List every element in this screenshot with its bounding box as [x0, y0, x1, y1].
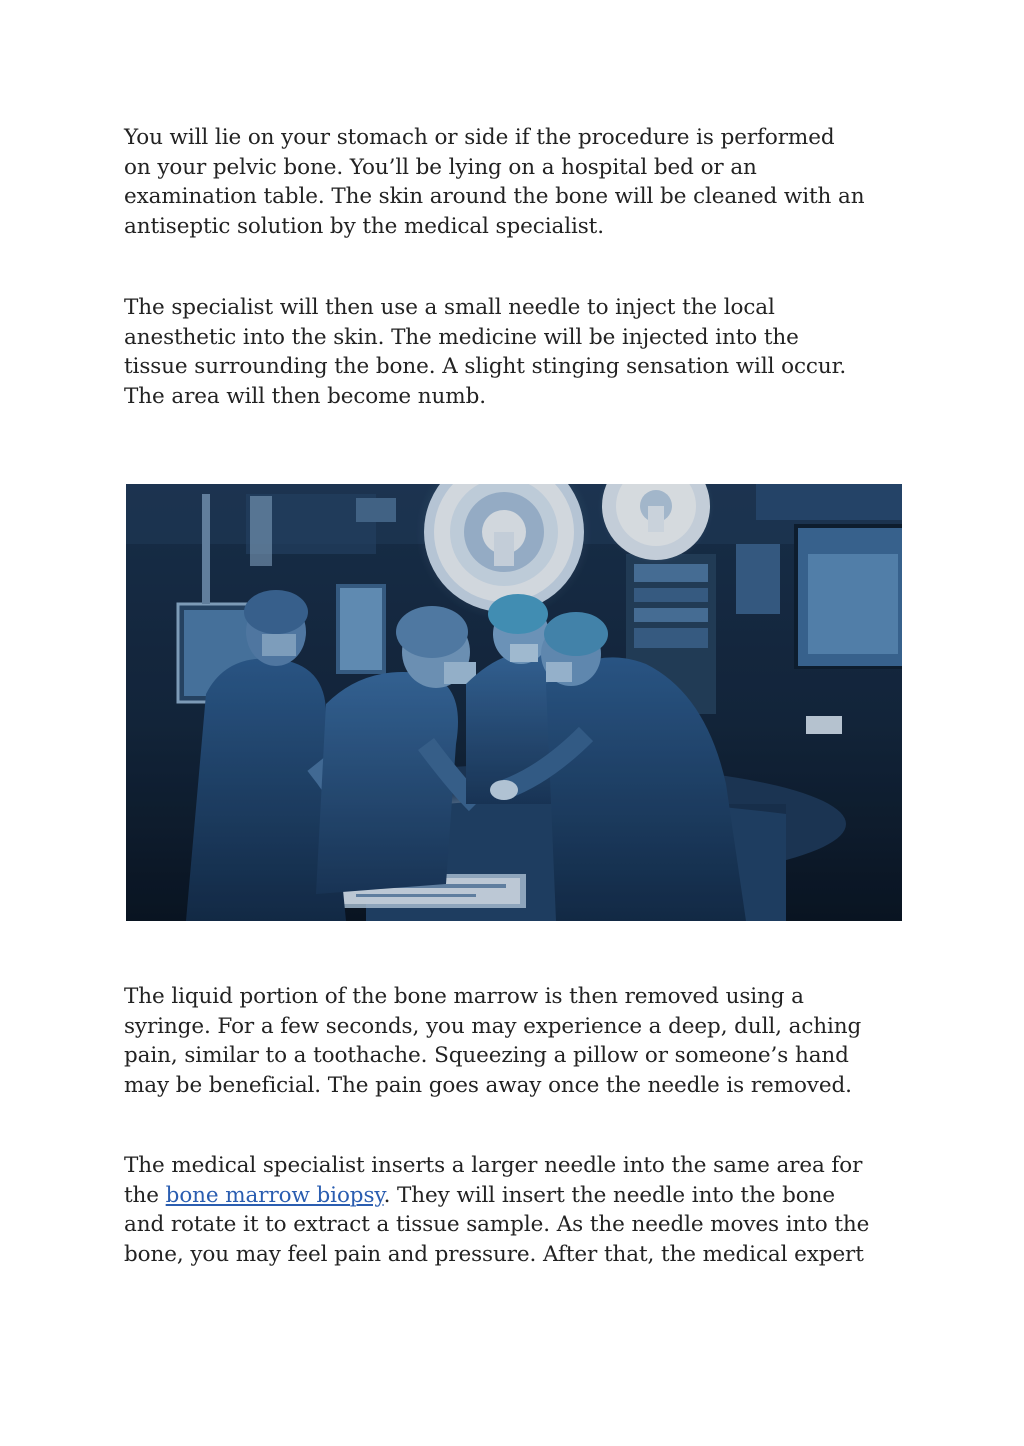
text-segment: the — [124, 1182, 166, 1208]
text-line: The medical specialist inserts a larger needle into the same area for — [124, 1153, 863, 1178]
operating-room-photo — [126, 484, 902, 921]
text-line: and rotate it to extract a tissue sample. As the needle moves into the — [124, 1212, 870, 1237]
text-line: syringe. For a few seconds, you may experience a deep, dull, aching — [124, 1013, 862, 1039]
paragraph-aspiration — [124, 982, 914, 1100]
text-line: antiseptic solution by the medical specialist. — [124, 213, 604, 239]
paragraph-anesthetic — [124, 293, 914, 411]
text-line: The specialist will then use a small needle to inject the local — [124, 295, 775, 320]
text-line: may be beneficial. The pain goes away once the needle is removed. — [124, 1072, 852, 1098]
paragraph-biopsy — [124, 1151, 914, 1269]
bone-marrow-biopsy-link[interactable]: bone marrow biopsy — [165, 1182, 384, 1208]
text-line: The area will then become numb. — [124, 383, 486, 409]
text-line: anesthetic into the skin. The medicine will be injected into the — [124, 324, 799, 350]
text-line: You will lie on your stomach or side if the procedure is performed — [124, 125, 835, 150]
text-line: bone, you may feel pain and pressure. After that, the medical expert — [124, 1241, 864, 1267]
paragraph-positioning — [124, 123, 914, 241]
text-segment: . They will insert the needle into the bone — [383, 1182, 835, 1208]
text-line: examination table. The skin around the bone will be cleaned with an — [124, 184, 865, 209]
text-line: The liquid portion of the bone marrow is then removed using a — [124, 984, 804, 1009]
text-line: pain, similar to a toothache. Squeezing a pillow or someone’s hand — [124, 1043, 849, 1068]
text-line-with-link — [124, 1181, 914, 1211]
text-line: tissue surrounding the bone. A slight stinging sensation will occur. — [124, 354, 847, 379]
text-line: on your pelvic bone. You’ll be lying on a hospital bed or an — [124, 154, 757, 180]
